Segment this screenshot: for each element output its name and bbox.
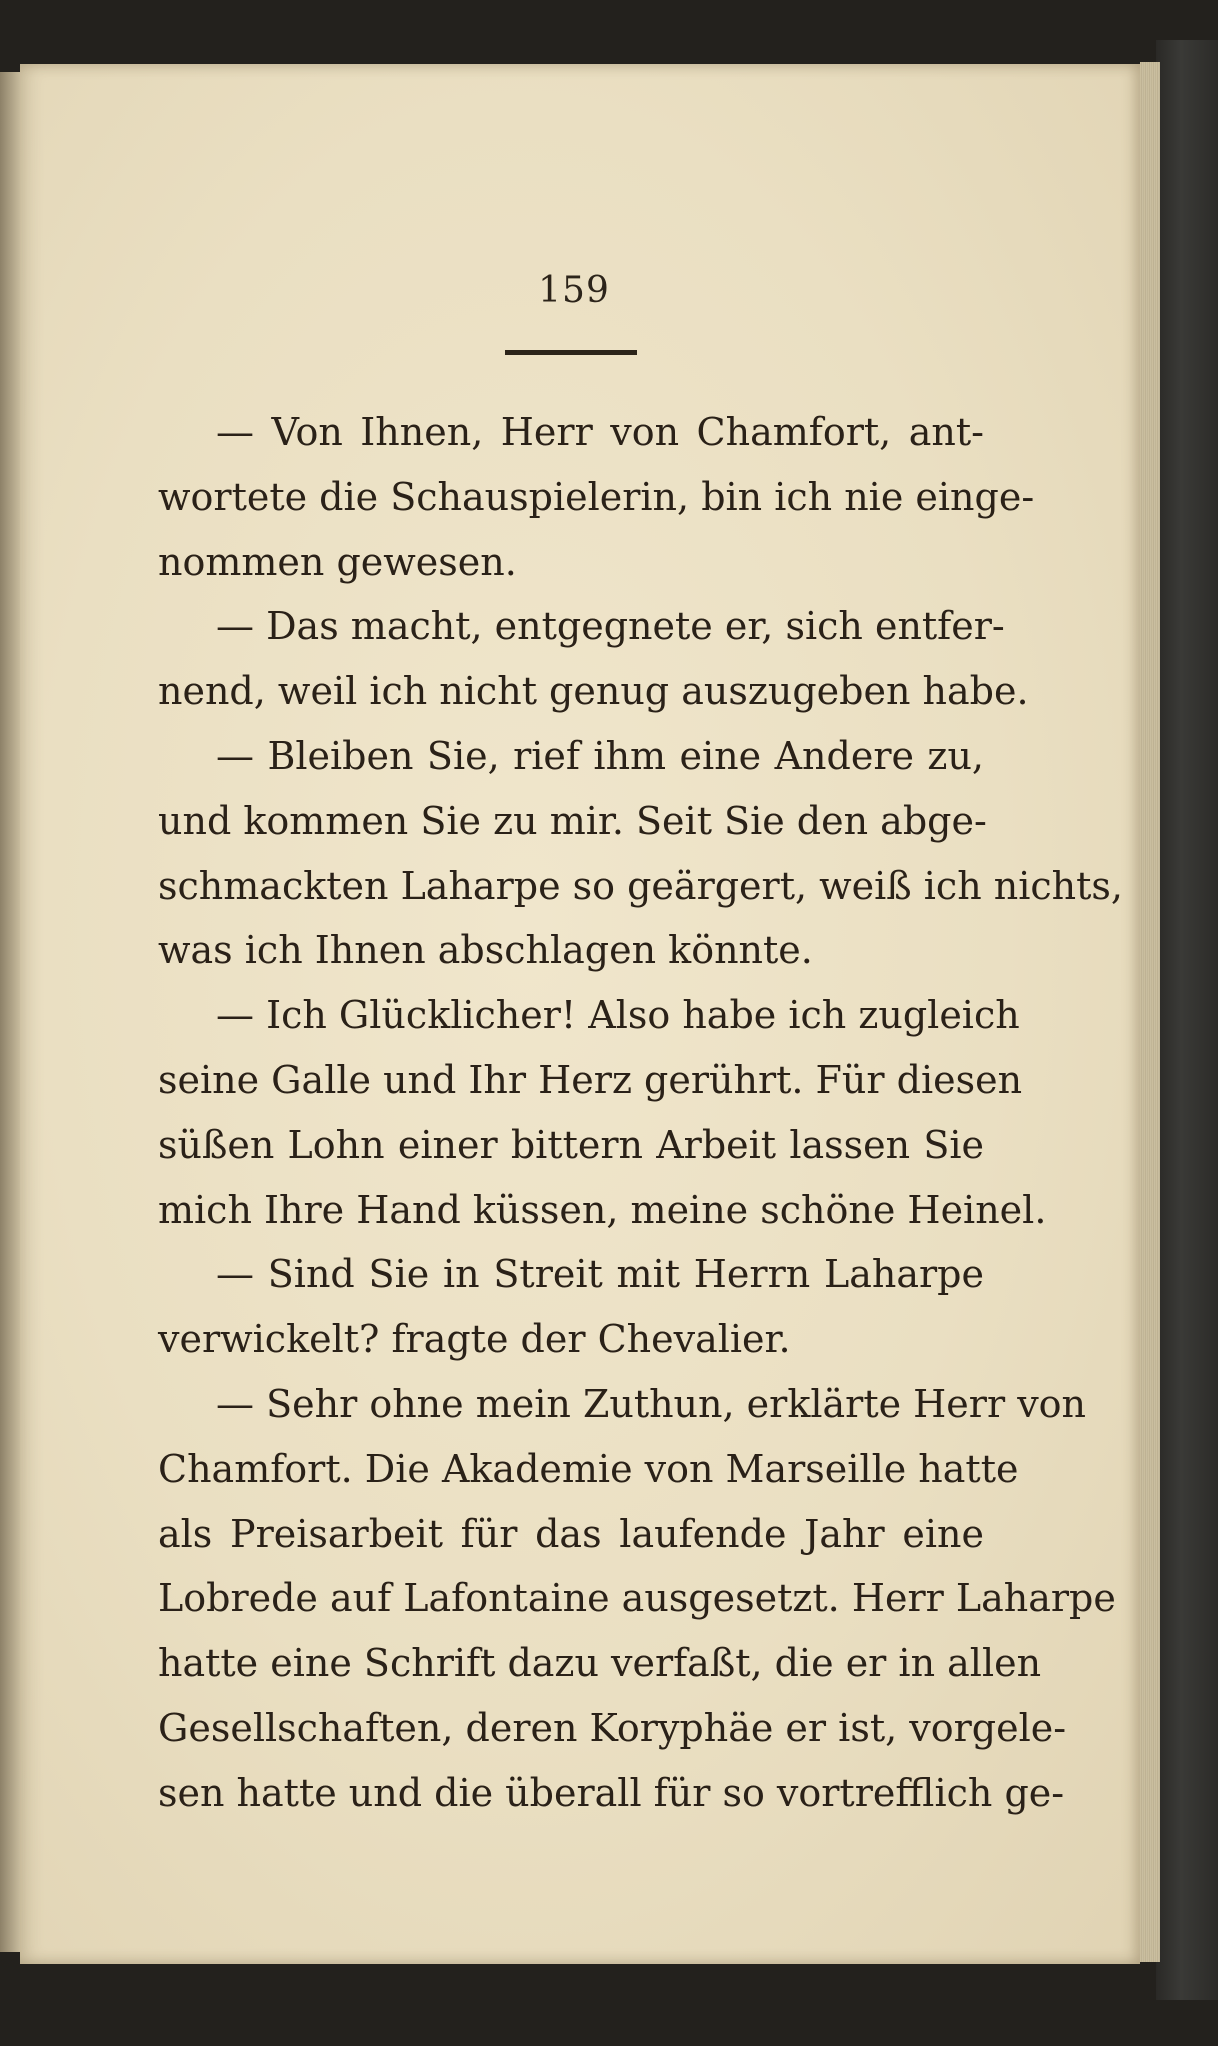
text-line: hatte eine Schrift dazu verfaßt, die er in allen: [158, 1641, 1042, 1686]
book-cover-edge: [1156, 40, 1218, 2000]
text-line: süßen Lohn einer bittern Arbeit lassen Sie: [158, 1122, 984, 1167]
text-line: verwickelt? fragte der Chevalier.: [158, 1317, 791, 1362]
text-line: als Preisarbeit für das laufende Jahr eine: [158, 1511, 984, 1556]
text-line: — Sehr ohne mein Zuthun, erklärte Herr von: [216, 1381, 1087, 1426]
page-stack-edges: [1140, 62, 1160, 1962]
previous-page-edge: [0, 72, 20, 1952]
text-line: Gesellschaften, deren Koryphäe er ist, vorgele-: [158, 1705, 1067, 1750]
text-line: was ich Ihnen abschlagen könnte.: [158, 928, 813, 973]
text-line: — Das macht, entgegnete er, sich entfer-: [216, 604, 1005, 649]
text-line: — Ich Glücklicher! Also habe ich zugleich: [216, 993, 1020, 1038]
text-line: und kommen Sie zu mir. Seit Sie den abge-: [158, 798, 987, 843]
text-line: Chamfort. Die Akademie von Marseille hatte: [158, 1446, 1019, 1491]
text-line: — Sind Sie in Streit mit Herrn Laharpe: [216, 1252, 984, 1297]
text-line: mich Ihre Hand küssen, meine schöne Heinel.: [158, 1187, 1047, 1232]
body-text: [158, 400, 1123, 1826]
text-line: nommen gewesen.: [158, 539, 517, 584]
text-line: schmackten Laharpe so geärgert, weiß ich nichts,: [158, 863, 1123, 908]
text-line: Lobrede auf Lafontaine ausgesetzt. Herr Laharpe: [158, 1576, 1116, 1621]
text-line: sen hatte und die überall für so vortrefflich ge-: [158, 1770, 1065, 1815]
page-number: 159: [538, 270, 610, 311]
text-line: seine Galle und Ihr Herz gerührt. Für diesen: [158, 1057, 1023, 1102]
text-line: wortete die Schauspielerin, bin ich nie einge-: [158, 474, 1035, 519]
text-line: — Von Ihnen, Herr von Chamfort, ant-: [216, 410, 984, 454]
paper-page: [20, 64, 1140, 1964]
header-rule: [505, 350, 637, 355]
text-line: nend, weil ich nicht genug auszugeben habe.: [158, 669, 1029, 714]
text-line: — Bleiben Sie, rief ihm eine Andere zu,: [216, 733, 984, 778]
